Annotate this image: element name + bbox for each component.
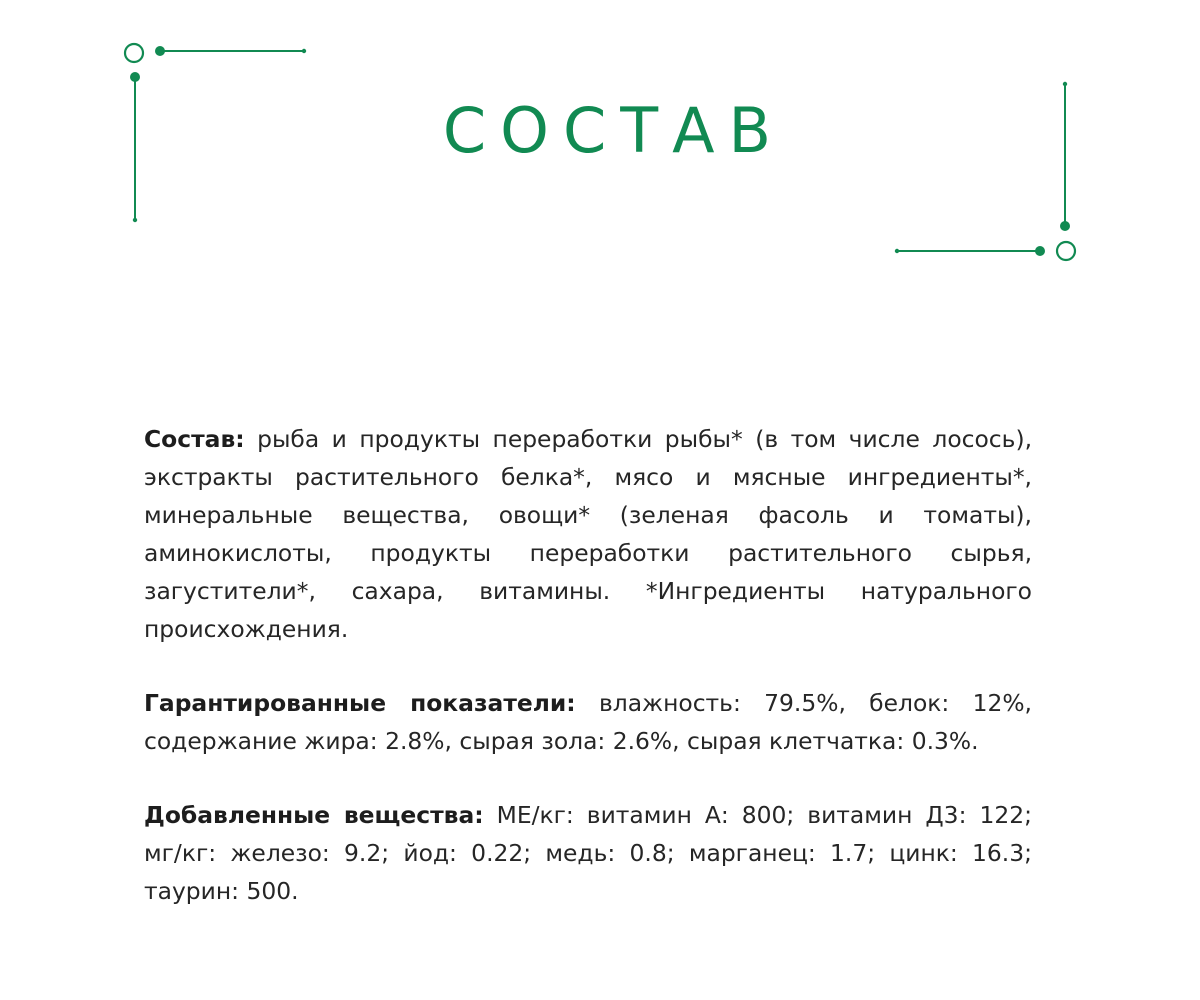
guaranteed-values-text: влажность: 79.5%, белок: 12%, содержание жира: 2.8%, сырая зола: 2.6%, сырая клетчатка: 0.3%. [144,689,1032,755]
guaranteed-values-paragraph [144,684,1032,760]
page-title: СОСТАВ [442,94,786,167]
guaranteed-values-heading: Гарантированные показатели: [144,689,576,717]
composition-content [144,420,1032,910]
additives-text: МЕ/кг: витамин А: 800; витамин Д3: 122; мг/кг: железо: 9.2; йод: 0.22; медь: 0.8; марганец: 1.7; цинк: 16.3; таурин: 500. [144,801,1032,905]
composition-text: рыба и продукты переработки рыбы* (в том числе лосось), экстракты растительного белка*, мясо и мясные ингредиенты*, минеральные вещества, овощи* (зеленая фасоль и томаты), аминокислоты, продукты переработки растительного сырья, загустители*, сахара, витамины. *Ингредиенты натурального происхождения. [144,425,1033,643]
composition-paragraph [144,420,1032,648]
additives-heading: Добавленные вещества: [144,801,484,829]
additives-paragraph [144,796,1032,910]
composition-heading: Состав: [144,425,245,453]
